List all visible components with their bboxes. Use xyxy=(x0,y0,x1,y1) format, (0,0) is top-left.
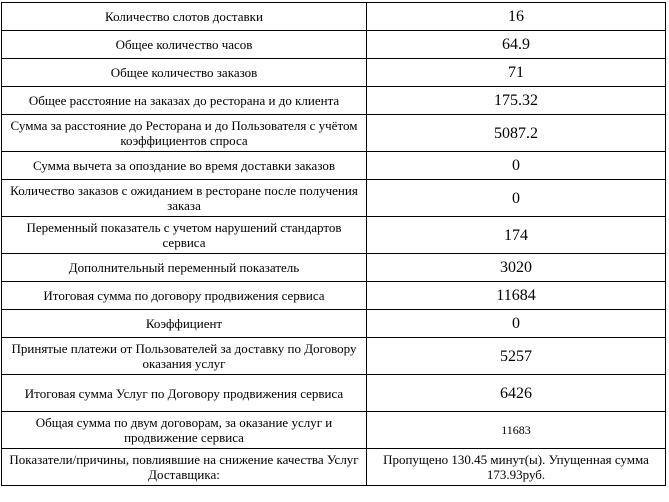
table-row xyxy=(2,310,666,338)
table-row xyxy=(2,254,666,282)
table-row xyxy=(2,3,666,31)
table-row xyxy=(2,338,666,375)
row-label: Общее количество часов xyxy=(2,31,367,59)
row-label: Количество заказов с ожиданием в ресторане после получения заказа xyxy=(2,180,367,217)
table-row xyxy=(2,375,666,412)
delivery-report-table xyxy=(1,2,666,486)
table-row xyxy=(2,152,666,180)
row-label: Общая сумма по двум договорам, за оказание услуг и продвижение сервиса xyxy=(2,412,367,449)
table-row xyxy=(2,217,666,254)
row-value: 71 xyxy=(367,59,666,87)
row-value: 5257 xyxy=(367,338,666,375)
row-value: 0 xyxy=(367,180,666,217)
row-label: Переменный показатель с учетом нарушений стандартов сервиса xyxy=(2,217,367,254)
row-label: Сумма за расстояние до Ресторана и до Пользователя с учётом коэффициентов спроса xyxy=(2,115,367,152)
row-value: 64.9 xyxy=(367,31,666,59)
row-label: Сумма вычета за опоздание во время доставки заказов xyxy=(2,152,367,180)
row-label: Показатели/причины, повлиявшие на снижение качества Услуг Доставщика: xyxy=(2,449,367,486)
row-value: 6426 xyxy=(367,375,666,412)
table-row xyxy=(2,31,666,59)
row-label: Итоговая сумма по договору продвижения сервиса xyxy=(2,282,367,310)
row-label: Коэффициент xyxy=(2,310,367,338)
table-row xyxy=(2,282,666,310)
row-label: Итоговая сумма Услуг по Договору продвижения сервиса xyxy=(2,375,367,412)
row-label: Принятые платежи от Пользователей за доставку по Договору оказания услуг xyxy=(2,338,367,375)
table-row xyxy=(2,180,666,217)
row-label: Количество слотов доставки xyxy=(2,3,367,31)
table-row xyxy=(2,412,666,449)
row-value: 16 xyxy=(367,3,666,31)
row-value: Пропущено 130.45 минут(ы). Упущенная сумма 173.93руб. xyxy=(367,449,666,486)
row-value: 3020 xyxy=(367,254,666,282)
row-value: 5087.2 xyxy=(367,115,666,152)
row-value: 174 xyxy=(367,217,666,254)
row-value: 11684 xyxy=(367,282,666,310)
row-label: Дополнительный переменный показатель xyxy=(2,254,367,282)
table-row xyxy=(2,87,666,115)
row-label: Общее расстояние на заказах до ресторана и до клиента xyxy=(2,87,367,115)
table-row xyxy=(2,115,666,152)
row-label: Общее количество заказов xyxy=(2,59,367,87)
row-value: 0 xyxy=(367,310,666,338)
row-value: 175.32 xyxy=(367,87,666,115)
row-value: 11683 xyxy=(367,412,666,449)
table-row xyxy=(2,449,666,486)
table-row xyxy=(2,59,666,87)
row-value: 0 xyxy=(367,152,666,180)
